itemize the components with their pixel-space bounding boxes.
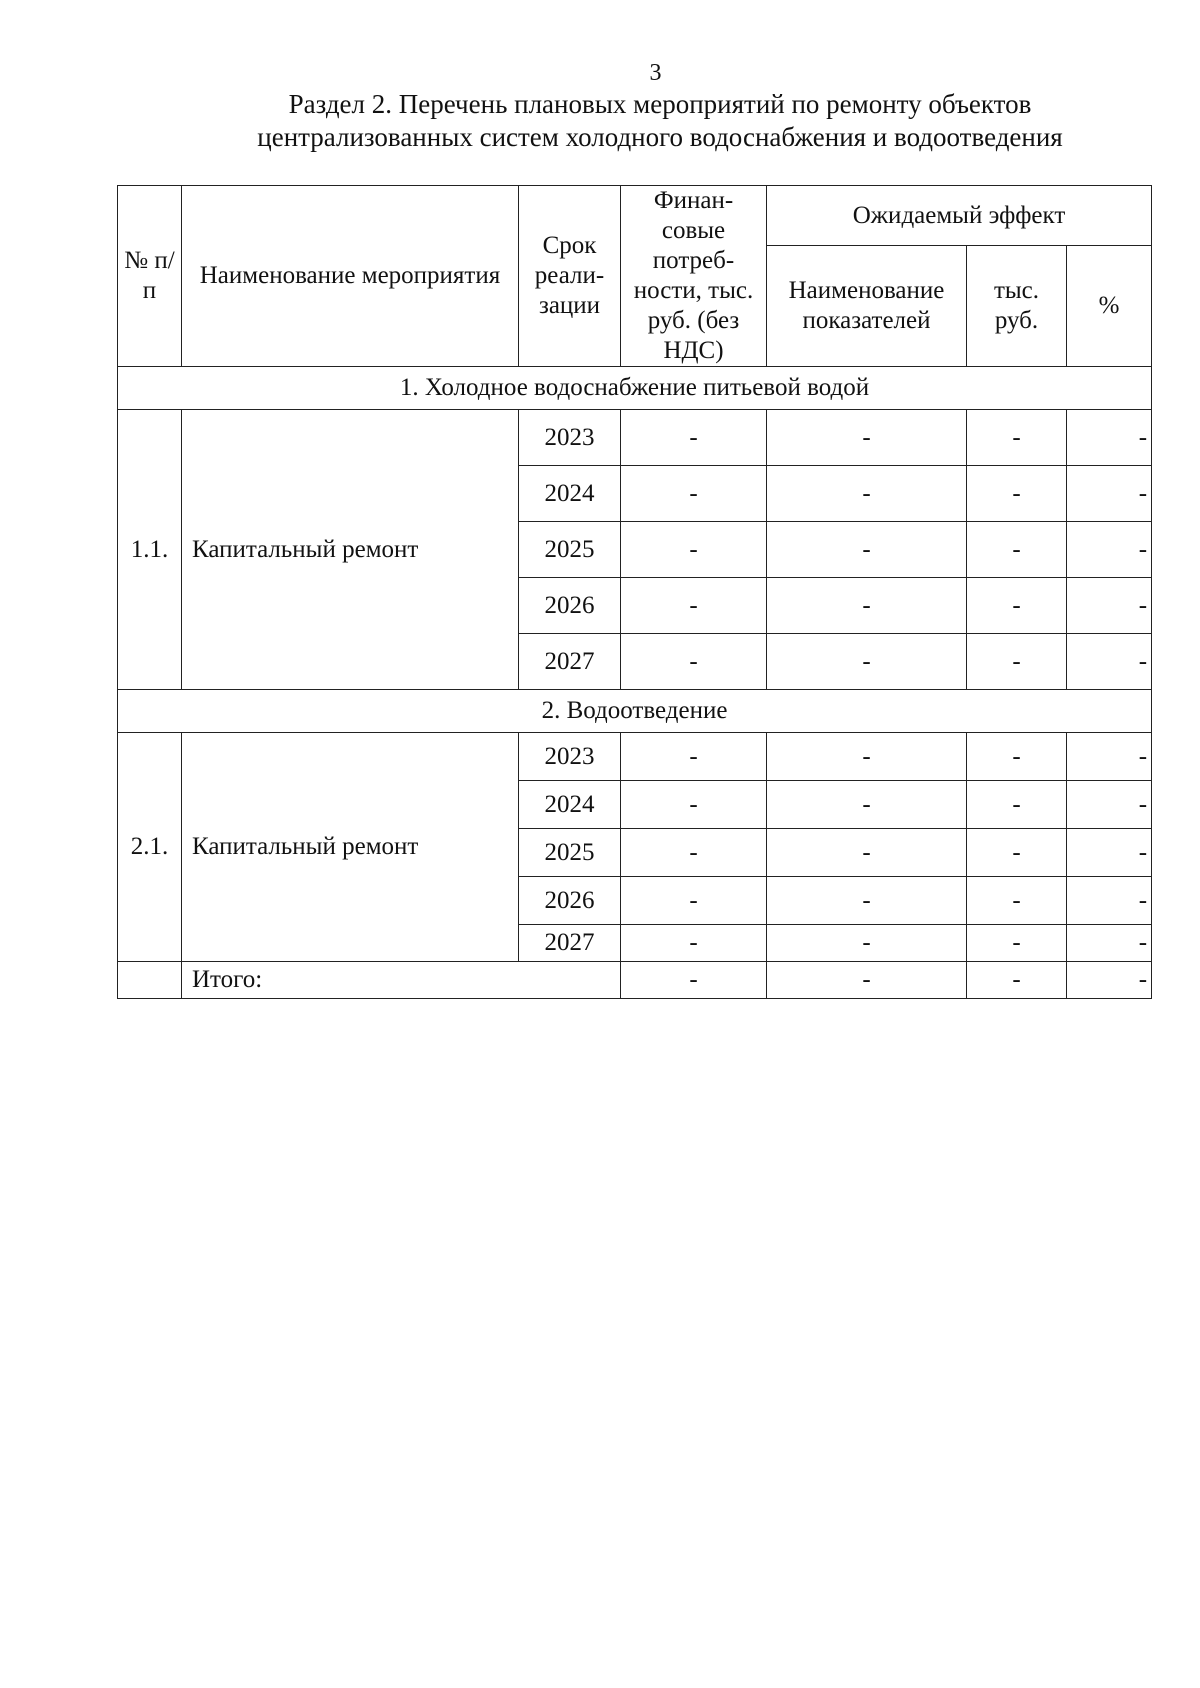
header-effect-rub-label: тыс. руб. — [993, 277, 1040, 334]
cell-effect-pct: - — [1067, 829, 1152, 877]
header-row-1 — [118, 186, 1152, 246]
section-row — [118, 367, 1152, 410]
total-num — [118, 962, 182, 999]
table-row — [118, 410, 1152, 466]
cell-finance: - — [621, 522, 767, 578]
cell-effect-name: - — [767, 578, 967, 634]
cell-effect-name: - — [767, 522, 967, 578]
cell-year: 2025 — [519, 829, 621, 877]
cell-year: 2023 — [519, 733, 621, 781]
cell-effect-pct: - — [1067, 781, 1152, 829]
section-heading — [120, 88, 1200, 154]
cell-effect-name: - — [767, 877, 967, 925]
cell-effect-name: - — [767, 410, 967, 466]
cell-year: 2023 — [519, 410, 621, 466]
total-effect-pct: - — [1067, 962, 1152, 999]
cell-finance: - — [621, 781, 767, 829]
cell-effect-name: - — [767, 829, 967, 877]
cell-finance: - — [621, 925, 767, 962]
cell-effect-name: - — [767, 733, 967, 781]
header-name — [182, 186, 519, 367]
cell-effect-rub: - — [967, 781, 1067, 829]
cell-effect-rub: - — [967, 877, 1067, 925]
header-effect — [767, 186, 1152, 246]
heading-line-2: централизованных систем холодного водоснабжения и водоотведения — [257, 122, 1063, 152]
cell-finance: - — [621, 578, 767, 634]
total-effect-name: - — [767, 962, 967, 999]
header-effect-label: Ожидаемый эффект — [852, 201, 1066, 229]
cell-year: 2025 — [519, 522, 621, 578]
cell-effect-rub: - — [967, 634, 1067, 690]
cell-effect-pct: - — [1067, 578, 1152, 634]
cell-effect-rub: - — [967, 410, 1067, 466]
cell-year: 2024 — [519, 781, 621, 829]
cell-finance: - — [621, 829, 767, 877]
cell-effect-pct: - — [1067, 634, 1152, 690]
section-row — [118, 690, 1152, 733]
cell-effect-name: - — [767, 925, 967, 962]
cell-finance: - — [621, 733, 767, 781]
total-label: Итого: — [182, 962, 621, 999]
cell-effect-rub: - — [967, 466, 1067, 522]
cell-effect-pct: - — [1067, 522, 1152, 578]
cell-year: 2026 — [519, 578, 621, 634]
header-term — [519, 186, 621, 367]
row-num: 1.1. — [118, 410, 182, 690]
header-effect-rub — [967, 246, 1067, 367]
cell-effect-name: - — [767, 466, 967, 522]
cell-finance: - — [621, 634, 767, 690]
header-effect-pct-label: % — [1098, 292, 1120, 319]
cell-effect-pct: - — [1067, 466, 1152, 522]
total-finance: - — [621, 962, 767, 999]
header-finance — [621, 186, 767, 367]
header-name-label: Наименование мероприятия — [199, 262, 501, 289]
cell-effect-rub: - — [967, 522, 1067, 578]
cell-effect-name: - — [767, 634, 967, 690]
cell-finance: - — [621, 410, 767, 466]
cell-effect-rub: - — [967, 829, 1067, 877]
plan-table — [117, 185, 1152, 999]
cell-effect-pct: - — [1067, 410, 1152, 466]
row-name: Капитальный ремонт — [182, 733, 519, 962]
header-effect-name-label: Наименование показателей — [788, 277, 945, 334]
row-name: Капитальный ремонт — [182, 410, 519, 690]
table-row — [118, 733, 1152, 781]
cell-effect-pct: - — [1067, 877, 1152, 925]
cell-effect-rub: - — [967, 578, 1067, 634]
heading-line-1: Раздел 2. Перечень плановых мероприятий по ремонту объектов — [288, 89, 1032, 119]
header-num — [118, 186, 182, 367]
cell-effect-pct: - — [1067, 925, 1152, 962]
header-finance-label: Финан- совые потреб- ности, тыс. руб. (без НДС) — [633, 187, 754, 364]
page-number: 3 — [649, 60, 662, 86]
cell-effect-name: - — [767, 781, 967, 829]
header-effect-pct — [1067, 246, 1152, 367]
cell-year: 2026 — [519, 877, 621, 925]
cell-year: 2027 — [519, 925, 621, 962]
cell-finance: - — [621, 877, 767, 925]
header-effect-name — [767, 246, 967, 367]
cell-effect-pct: - — [1067, 733, 1152, 781]
cell-effect-rub: - — [967, 925, 1067, 962]
total-effect-rub: - — [967, 962, 1067, 999]
total-row — [118, 962, 1152, 999]
cell-effect-rub: - — [967, 733, 1067, 781]
header-term-label: Срок реали- зации — [534, 232, 605, 319]
section-title: 2. Водоотведение — [118, 690, 1152, 733]
cell-finance: - — [621, 466, 767, 522]
section-title: 1. Холодное водоснабжение питьевой водой — [118, 367, 1152, 410]
row-num: 2.1. — [118, 733, 182, 962]
header-num-label: № п/п — [124, 247, 175, 304]
cell-year: 2027 — [519, 634, 621, 690]
cell-year: 2024 — [519, 466, 621, 522]
